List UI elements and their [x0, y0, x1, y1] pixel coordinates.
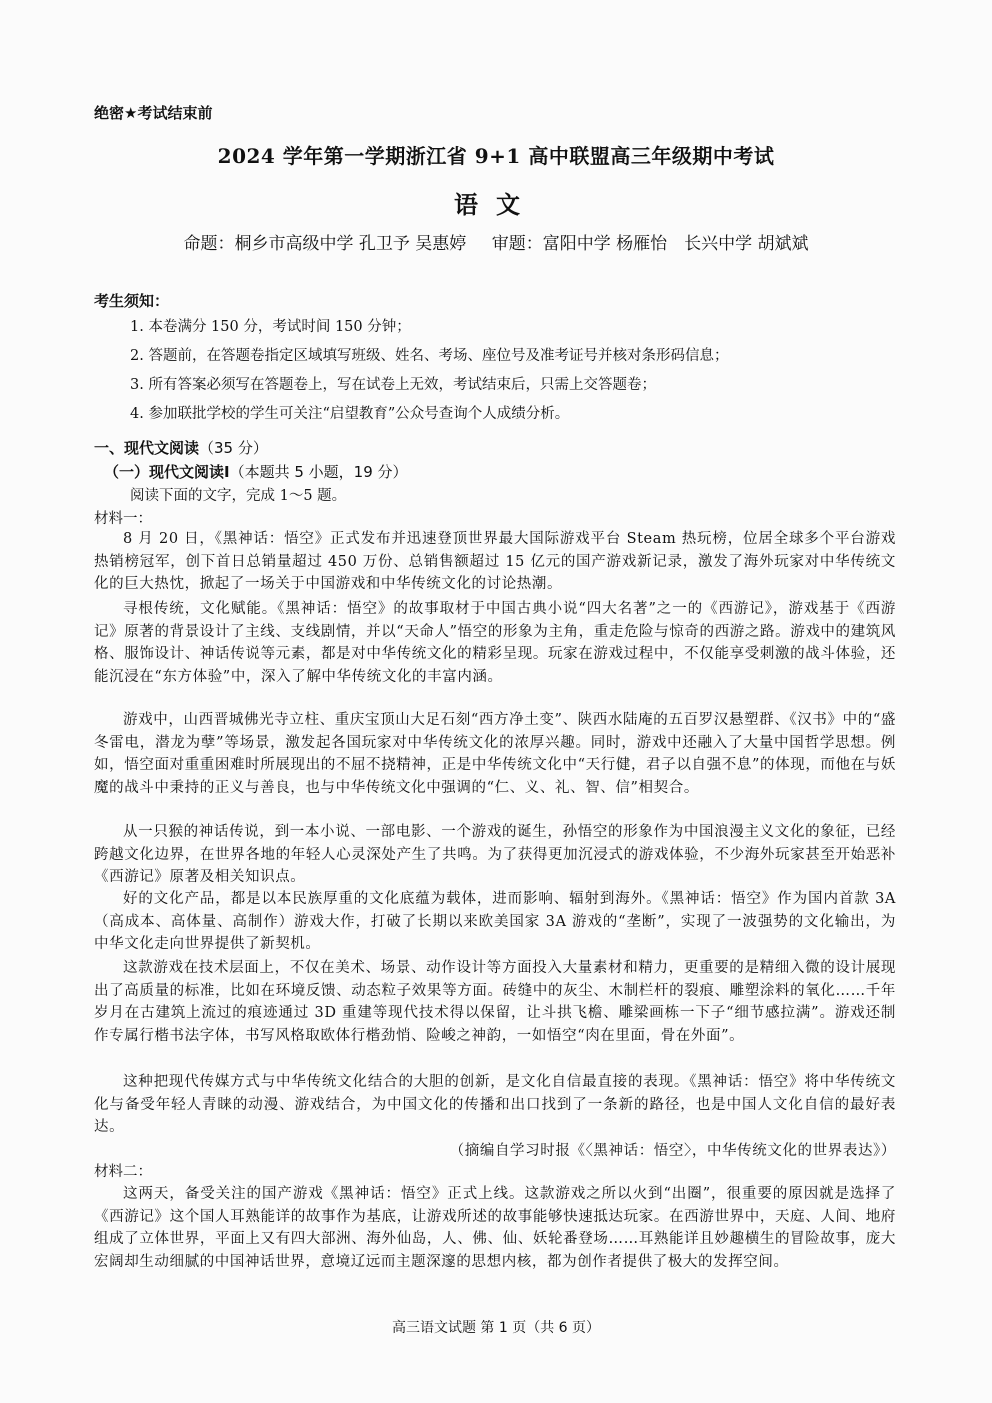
- material-one-paragraph: 这款游戏在技术层面上，不仅在美术、场景、动作设计等方面投入大量素材和精力，更重要的是精细入微的设计展现出了高质量的标准，比如在环境反馈、动态粒子效果等方面。砖缝中的灰尘、木制栏杆的裂痕、雕塑涂料的氧化……千年岁月在古建筑上流过的痕迹通过 3D 重建等现代技术得以保留，让斗拱飞檐、雕梁画栋一下子“细节感拉满”。游戏还制作专属行楷书法字体，书写风格取欧体行楷劲悄、险峻之神韵，一如悟空“肉在里面，骨在外面”。: [94, 960, 896, 1044]
- material-two-label: 材料二：: [94, 1164, 152, 1180]
- proposition-authors: 命题：桐乡市高级中学 孔卫予 吴惠婷: [183, 234, 467, 254]
- section-title: 一、现代文阅读: [94, 439, 200, 457]
- material-one-label: 材料一：: [94, 511, 152, 527]
- subject-title: 语文: [454, 190, 538, 219]
- reading-instruction: 阅读下面的文字，完成 1～5 题。: [130, 488, 347, 504]
- authors-line: [0, 229, 992, 254]
- subsection-heading: [104, 461, 408, 482]
- subsection-title: （一）现代文阅读Ⅰ: [104, 463, 230, 481]
- section-heading: [94, 437, 268, 458]
- page-footer: 高三语文试题 第 1 页（共 6 页）: [391, 1320, 601, 1336]
- material-one-paragraph: 从一只猴的神话传说，到一本小说、一部电影、一个游戏的诞生，孙悟空的形象作为中国浪漫主义文化的象征，已经跨越文化边界，在世界各地的年轻人心灵深处产生了共鸣。为了获得更加沉浸式的游戏体验，不少海外玩家甚至开始恶补《西游记》原著及相关知识点。: [94, 824, 896, 885]
- material-one-paragraph: 8 月 20 日，《黑神话：悟空》正式发布并迅速登顶世界最大国际游戏平台 Steam 热玩榜，位居全球多个平台游戏热销榜冠军，创下首日总销量超过 450 万份、总销售额超过 15 亿元的国产游戏新记录，激发了海外玩家对中华传统文化的巨大热忱，掀起了一场关于中国游戏和中华传统文化的讨论热潮。: [94, 531, 896, 592]
- exam-title: 2024 学年第一学期浙江省 9+1 高中联盟高三年级期中考试: [217, 144, 775, 168]
- notice-title: 考生须知：: [94, 292, 170, 310]
- section-score: （35 分）: [199, 439, 268, 457]
- material-one-paragraph: 游戏中，山西晋城佛光寺立柱、重庆宝顶山大足石刻“西方净土变”、陕西水陆庵的五百罗汉悬塑群、《汉书》中的“盛冬雷电，潜龙为孽”等场景，激发起各国玩家对中华传统文化的浓厚兴趣。同时，游戏中还融入了大量中国哲学思想。例如，悟空面对重重困难时所展现出的不屈不挠精神，正是中华传统文化中“天行健，君子以自强不息”的体现，而他在与妖魔的战斗中秉持的正义与善良，也与中华传统文化中强调的“仁、义、礼、智、信”相契合。: [94, 712, 896, 796]
- material-one-source: （摘编自学习时报《〈黑神话：悟空〉，中华传统文化的世界表达》）: [449, 1143, 896, 1159]
- notice-item: 3. 所有答案必须写在答题卷上，写在试卷上无效，考试结束后，只需上交答题卷；: [130, 377, 656, 393]
- review-authors: 审题：富阳中学 杨雁怡 长兴中学 胡斌斌: [491, 234, 809, 254]
- confidential-label: 绝密★考试结束前: [94, 104, 213, 122]
- material-one-paragraph: 好的文化产品，都是以本民族厚重的文化底蕴为载体，进而影响、辐射到海外。《黑神话：悟空》作为国内首款 3A（高成本、高体量、高制作）游戏大作，打破了长期以来欧美国家 3A 游戏的“垄断”，实现了一波强势的文化输出，为中华文化走向世界提供了新契机。: [94, 891, 896, 952]
- notice-item: 2. 答题前，在答题卷指定区域填写班级、姓名、考场、座位号及准考证号并核对条形码信息；: [130, 348, 729, 364]
- notice-list: [130, 313, 930, 429]
- material-one-paragraph: 寻根传统，文化赋能。《黑神话：悟空》的故事取材于中国古典小说“四大名著”之一的《西游记》，游戏基于《西游记》原著的背景设计了主线、支线剧情，并以“天命人”悟空的形象为主角，重走危险与惊奇的西游之路。游戏中的建筑风格、服饰设计、神话传说等元素，都是对中华传统文化的精彩呈现。玩家在游戏过程中，不仅能享受刺激的战斗体验，还能沉浸在“东方体验”中，深入了解中华传统文化的丰富内涵。: [94, 601, 896, 685]
- notice-item: 4. 参加联批学校的学生可关注“启望教育”公众号查询个人成绩分析。: [130, 406, 570, 422]
- subsection-note: （本题共 5 小题，19 分）: [229, 463, 408, 481]
- material-two-paragraph: 这两天，备受关注的国产游戏《黑神话：悟空》正式上线。这款游戏之所以火到“出圈”，很重要的原因就是选择了《西游记》这个国人耳熟能详的故事作为基底，让游戏所述的故事能够快速抵达玩家。在西游世界中，天庭、人间、地府组成了立体世界，平面上又有四大部洲、海外仙岛，人、佛、仙、妖轮番登场……耳熟能详且妙趣横生的冒险故事，庞大宏阔却生动细腻的中国神话世界，意境辽远而主题深邃的思想内核，都为创作者提供了极大的发挥空间。: [94, 1186, 896, 1270]
- notice-item: 1. 本卷满分 150 分，考试时间 150 分钟；: [130, 319, 411, 335]
- material-one-paragraph: 这种把现代传媒方式与中华传统文化结合的大胆的创新，是文化自信最直接的表现。《黑神话：悟空》将中华传统文化与备受年轻人青睐的动漫、游戏结合，为中国文化的传播和出口找到了一条新的路径，也是中国人文化自信的最好表达。: [94, 1074, 896, 1135]
